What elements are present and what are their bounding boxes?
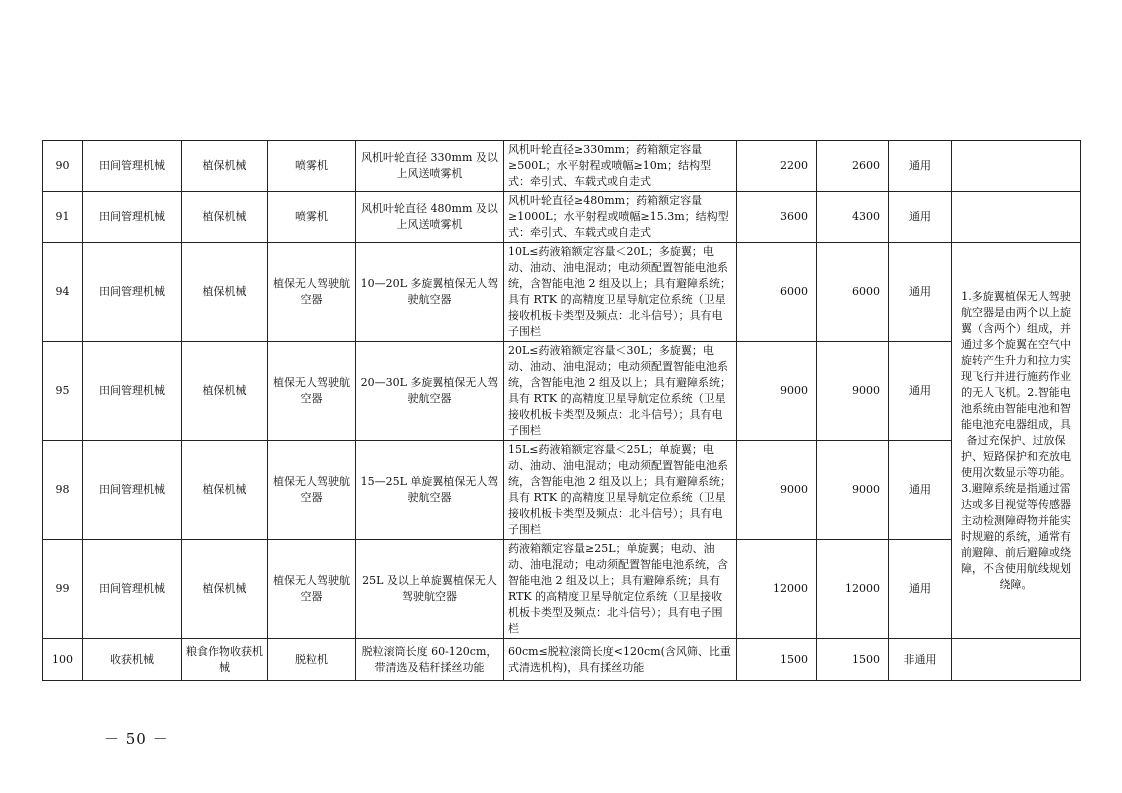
drone-definition-note: 1.多旋翼植保无人驾驶航空器是由两个以上旋翼（含两个）组成，并通过多个旋翼在空气中旋转产生升力和拉力实现飞行并进行施药作业的无人飞机。2.智能电池系统由智能电池和智能电池充电器组成，具备过充保护、过放保护、短路保护和充放电使用次数显示等功能。3.避障系统是指通过雷达或多目视觉等传感器主动检测障碍物并能实时规避的系统，通常有前避障、前后避障或绕障，不含使用航线规划绕障。 xyxy=(952,243,1081,639)
max-subsidy: 9000 xyxy=(817,342,889,441)
grade-spec: 风机叶轮直径≥330mm；药箱额定容量≥500L；水平射程或喷幅≥10m；结构型式：牵引式、车载式或自走式 xyxy=(504,141,737,192)
scope: 通用 xyxy=(889,441,952,540)
scope: 通用 xyxy=(889,342,952,441)
central-subsidy: 3600 xyxy=(737,192,817,243)
grade-spec: 药液箱额定容量≥25L；单旋翼；电动、油动、油电混动；电动须配置智能电池系统，含智能电池 2 组及以上；具有避障系统；具有 RTK 的高精度卫星导航定位系统（卫星接收机板卡类型及频点：北斗信号）；具有电子围栏 xyxy=(504,540,737,639)
machine-item: 植保无人驾驶航空器 xyxy=(268,441,356,540)
grade-name: 25L 及以上单旋翼植保无人驾驶航空器 xyxy=(356,540,504,639)
machine-item: 植保无人驾驶航空器 xyxy=(268,342,356,441)
machine-category: 田间管理机械 xyxy=(83,192,182,243)
max-subsidy: 9000 xyxy=(817,441,889,540)
central-subsidy: 2200 xyxy=(737,141,817,192)
machine-subcategory: 植保机械 xyxy=(182,243,268,342)
central-subsidy: 9000 xyxy=(737,342,817,441)
machine-category: 田间管理机械 xyxy=(83,141,182,192)
central-subsidy: 6000 xyxy=(737,243,817,342)
scope: 通用 xyxy=(889,243,952,342)
machine-item: 脱粒机 xyxy=(268,639,356,681)
max-subsidy: 2600 xyxy=(817,141,889,192)
row-number: 95 xyxy=(43,342,83,441)
grade-name: 风机叶轮直径 480mm 及以上风送喷雾机 xyxy=(356,192,504,243)
machine-item: 喷雾机 xyxy=(268,192,356,243)
page-number: － 50 － xyxy=(104,730,169,748)
machine-subcategory: 粮食作物收获机械 xyxy=(182,639,268,681)
machine-subcategory: 植保机械 xyxy=(182,141,268,192)
table-row xyxy=(43,540,1081,639)
scope: 通用 xyxy=(889,540,952,639)
central-subsidy: 9000 xyxy=(737,441,817,540)
subsidy-table xyxy=(42,140,1081,681)
row-number: 91 xyxy=(43,192,83,243)
machine-item: 植保无人驾驶航空器 xyxy=(268,243,356,342)
grade-spec: 15L≤药液箱额定容量＜25L；单旋翼；电动、油动、油电混动；电动须配置智能电池系统，含智能电池 2 组及以上；具有避障系统；具有 RTK 的高精度卫星导航定位系统（卫星接收机板卡类型及频点：北斗信号）；具有电子围栏 xyxy=(504,441,737,540)
row-number: 90 xyxy=(43,141,83,192)
machine-item: 植保无人驾驶航空器 xyxy=(268,540,356,639)
machine-subcategory: 植保机械 xyxy=(182,540,268,639)
scope: 通用 xyxy=(889,141,952,192)
table-row xyxy=(43,192,1081,243)
row-number: 94 xyxy=(43,243,83,342)
grade-spec: 风机叶轮直径≥480mm；药箱额定容量≥1000L；水平射程或喷幅≥15.3m；结构型式：牵引式、车载式或自走式 xyxy=(504,192,737,243)
machine-subcategory: 植保机械 xyxy=(182,192,268,243)
row-number: 100 xyxy=(43,639,83,681)
machine-category: 收获机械 xyxy=(83,639,182,681)
table-row xyxy=(43,639,1081,681)
grade-name: 脱粒滚筒长度 60-120cm，带清选及秸秆揉丝功能 xyxy=(356,639,504,681)
grade-name: 15—25L 单旋翼植保无人驾驶航空器 xyxy=(356,441,504,540)
scope: 通用 xyxy=(889,192,952,243)
max-subsidy: 1500 xyxy=(817,639,889,681)
row-number: 98 xyxy=(43,441,83,540)
central-subsidy: 12000 xyxy=(737,540,817,639)
scope: 非通用 xyxy=(889,639,952,681)
max-subsidy: 4300 xyxy=(817,192,889,243)
max-subsidy: 12000 xyxy=(817,540,889,639)
grade-name: 20—30L 多旋翼植保无人驾驶航空器 xyxy=(356,342,504,441)
grade-name: 风机叶轮直径 330mm 及以上风送喷雾机 xyxy=(356,141,504,192)
machine-category: 田间管理机械 xyxy=(83,441,182,540)
machine-category: 田间管理机械 xyxy=(83,243,182,342)
machine-subcategory: 植保机械 xyxy=(182,342,268,441)
table-row xyxy=(43,141,1081,192)
machine-category: 田间管理机械 xyxy=(83,540,182,639)
table-body xyxy=(43,141,1081,681)
grade-spec: 60cm≤脱粒滚筒长度<120cm(含风筛、比重式清选机构)，具有揉丝功能 xyxy=(504,639,737,681)
table-row xyxy=(43,243,1081,342)
note-empty xyxy=(952,639,1081,681)
grade-name: 10—20L 多旋翼植保无人驾驶航空器 xyxy=(356,243,504,342)
grade-spec: 10L≤药液箱额定容量＜20L；多旋翼；电动、油动、油电混动；电动须配置智能电池系统，含智能电池 2 组及以上；具有避障系统；具有 RTK 的高精度卫星导航定位系统（卫星接收机板卡类型及频点：北斗信号）；具有电子围栏 xyxy=(504,243,737,342)
grade-spec: 20L≤药液箱额定容量＜30L；多旋翼；电动、油动、油电混动；电动须配置智能电池系统，含智能电池 2 组及以上；具有避障系统；具有 RTK 的高精度卫星导航定位系统（卫星接收机板卡类型及频点：北斗信号）；具有电子围栏 xyxy=(504,342,737,441)
note-empty xyxy=(952,141,1081,192)
table-row xyxy=(43,342,1081,441)
machine-subcategory: 植保机械 xyxy=(182,441,268,540)
note-empty xyxy=(952,192,1081,243)
max-subsidy: 6000 xyxy=(817,243,889,342)
machine-item: 喷雾机 xyxy=(268,141,356,192)
row-number: 99 xyxy=(43,540,83,639)
central-subsidy: 1500 xyxy=(737,639,817,681)
machine-category: 田间管理机械 xyxy=(83,342,182,441)
table-row xyxy=(43,441,1081,540)
